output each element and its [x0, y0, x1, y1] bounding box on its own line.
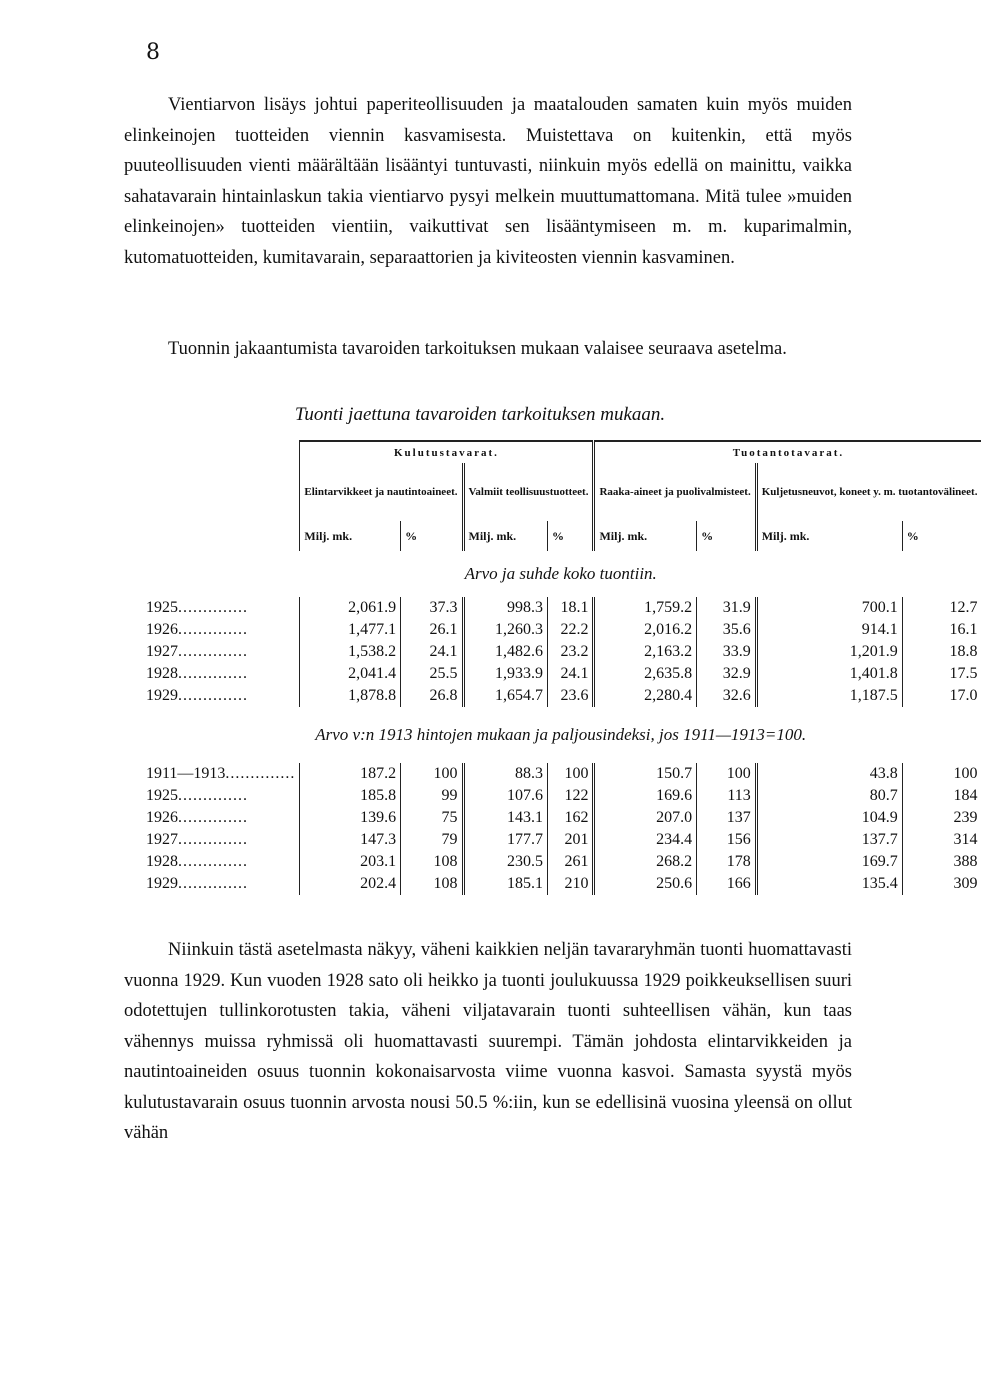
percent-cell: 23.2 [548, 641, 594, 663]
row-year-label: 1911—1913 [146, 765, 226, 782]
percent-cell: 100 [697, 763, 757, 785]
percent-cell: 31.9 [697, 597, 757, 619]
value-cell: 2,016.2 [594, 619, 697, 641]
section-1-title: Arvo ja suhde koko tuontiin. [464, 564, 657, 583]
percent-cell: 33.9 [697, 641, 757, 663]
section2-row [140, 763, 981, 785]
percent-cell: 122 [548, 785, 594, 807]
row-year-label: 1926 [146, 809, 178, 826]
value-cell: 250.6 [594, 873, 697, 895]
percent-cell: 18.1 [548, 597, 594, 619]
value-cell: 150.7 [594, 763, 697, 785]
leader-dots: .............. [178, 809, 248, 826]
section-2-title: Arvo v:n 1913 hintojen mukaan ja paljousindeksi, jos 1911—1913=100. [315, 725, 807, 744]
row-year-label: 1925 [146, 787, 178, 804]
col-header-raw-materials: Raaka-aineet ja puolivalmisteet. [594, 463, 756, 521]
percent-cell: 113 [697, 785, 757, 807]
section1-row [140, 663, 981, 685]
row-year-label: 1927 [146, 831, 178, 848]
leader-dots: .............. [178, 599, 248, 616]
unit-percent: % [697, 521, 757, 551]
value-cell: 139.6 [300, 807, 401, 829]
value-cell: 1,201.9 [756, 641, 902, 663]
paragraph-2-text: Tuonnin jakaantumista tavaroiden tarkoituksen mukaan valaisee seuraava asetelma. [168, 339, 787, 359]
percent-cell: 17.5 [902, 663, 981, 685]
col-header-food: Elintarvikkeet ja nautintoaineet. [300, 463, 463, 521]
col-header-manufactured: Valmiit teollisuustuotteet. [463, 463, 594, 521]
value-cell: 1,477.1 [300, 619, 401, 641]
percent-cell: 108 [401, 851, 463, 873]
percent-cell: 201 [548, 829, 594, 851]
percent-cell: 32.6 [697, 685, 757, 707]
page-number: 8 [146, 40, 160, 65]
percent-cell: 32.9 [697, 663, 757, 685]
unit-value: Milj. mk. [594, 521, 697, 551]
leader-dots: .............. [178, 787, 248, 804]
value-cell: 107.6 [463, 785, 548, 807]
section-2-title-row [140, 707, 981, 763]
percent-cell: 35.6 [697, 619, 757, 641]
percent-cell: 100 [401, 763, 463, 785]
percent-cell: 314 [902, 829, 981, 851]
paragraph-import-intro [124, 334, 852, 365]
value-cell: 1,878.8 [300, 685, 401, 707]
row-year-label: 1929 [146, 875, 178, 892]
paragraph-analysis [124, 935, 852, 1149]
section1-row [140, 619, 981, 641]
table-title: Tuonti jaettuna tavaroiden tarkoituksen mukaan. [294, 404, 666, 425]
percent-cell: 24.1 [548, 663, 594, 685]
row-year [140, 685, 300, 707]
unit-percent: % [548, 521, 594, 551]
value-cell: 700.1 [756, 597, 902, 619]
value-cell: 1,260.3 [463, 619, 548, 641]
value-cell: 998.3 [463, 597, 548, 619]
percent-cell: 99 [401, 785, 463, 807]
section-1-title-row [140, 551, 981, 597]
value-cell: 135.4 [756, 873, 902, 895]
section2-row [140, 829, 981, 851]
percent-cell: 388 [902, 851, 981, 873]
percent-cell: 137 [697, 807, 757, 829]
value-cell: 914.1 [756, 619, 902, 641]
percent-cell: 75 [401, 807, 463, 829]
value-cell: 88.3 [463, 763, 548, 785]
percent-cell: 239 [902, 807, 981, 829]
value-cell: 234.4 [594, 829, 697, 851]
unit-value: Milj. mk. [463, 521, 548, 551]
unit-percent: % [401, 521, 463, 551]
percent-cell: 37.3 [401, 597, 463, 619]
value-cell: 2,635.8 [594, 663, 697, 685]
group-header-row [140, 441, 981, 463]
section2-row [140, 807, 981, 829]
percent-cell: 24.1 [401, 641, 463, 663]
import-table [140, 440, 981, 895]
paragraph-export-growth [124, 90, 852, 273]
leader-dots: .............. [178, 831, 248, 848]
percent-cell: 12.7 [902, 597, 981, 619]
percent-cell: 178 [697, 851, 757, 873]
value-cell: 203.1 [300, 851, 401, 873]
row-year-label: 1925 [146, 599, 178, 616]
leader-dots: .............. [178, 853, 248, 870]
row-year [140, 873, 300, 895]
value-cell: 1,482.6 [463, 641, 548, 663]
value-cell: 169.6 [594, 785, 697, 807]
leader-dots: .............. [178, 875, 248, 892]
row-year [140, 641, 300, 663]
percent-cell: 108 [401, 873, 463, 895]
percent-cell: 156 [697, 829, 757, 851]
value-cell: 1,654.7 [463, 685, 548, 707]
percent-cell: 18.8 [902, 641, 981, 663]
value-cell: 230.5 [463, 851, 548, 873]
paragraph-1-text: Vientiarvon lisäys johtui paperiteollisuuden ja maatalouden samaten kuin myös muiden elinkeinojen tuotteiden viennin kasvamisesta. Muistettava on kuitenkin, että myös puuteollisuuden vienti määrältään lisääntyi tuntuvasti, niinkuin myös edellä on mainittu, vaikka sahatavarain hintainlaskun takia vientiarvo pysyi melkein muuttumattomana. Mitä tulee »muiden elinkeinojen» tuotteiden vientiin, vaikuttivat sen lisääntymiseen m. m. kuparimalmin, kutomatuotteiden, kumitavarain, separaattorien ja kiviteosten viennin kasvaminen. [124, 95, 852, 268]
value-cell: 207.0 [594, 807, 697, 829]
value-cell: 1,401.8 [756, 663, 902, 685]
value-cell: 1,933.9 [463, 663, 548, 685]
value-cell: 137.7 [756, 829, 902, 851]
row-year-label: 1927 [146, 643, 178, 660]
percent-cell: 17.0 [902, 685, 981, 707]
value-cell: 268.2 [594, 851, 697, 873]
row-year [140, 663, 300, 685]
percent-cell: 309 [902, 873, 981, 895]
percent-cell: 23.6 [548, 685, 594, 707]
value-cell: 185.8 [300, 785, 401, 807]
row-year [140, 829, 300, 851]
column-header-row [140, 463, 981, 521]
row-year [140, 785, 300, 807]
leader-dots: .............. [225, 765, 296, 782]
value-cell: 202.4 [300, 873, 401, 895]
percent-cell: 210 [548, 873, 594, 895]
row-year-label: 1928 [146, 853, 178, 870]
value-cell: 1,759.2 [594, 597, 697, 619]
value-cell: 2,041.4 [300, 663, 401, 685]
row-year [140, 597, 300, 619]
value-cell: 147.3 [300, 829, 401, 851]
value-cell: 187.2 [300, 763, 401, 785]
percent-cell: 184 [902, 785, 981, 807]
section1-row [140, 685, 981, 707]
group-production-goods: Tuotantotavarat. [594, 441, 981, 463]
leader-dots: .............. [178, 665, 248, 682]
leader-dots: .............. [178, 687, 248, 704]
col-header-machinery: Kuljetusneuvot, koneet y. m. tuotantovälineet. [756, 463, 981, 521]
unit-row [140, 521, 981, 551]
unit-percent: % [902, 521, 981, 551]
row-year-label: 1926 [146, 621, 178, 638]
value-cell: 177.7 [463, 829, 548, 851]
row-year-label: 1929 [146, 687, 178, 704]
unit-value: Milj. mk. [300, 521, 401, 551]
group-consumer-goods: Kulutustavarat. [300, 441, 594, 463]
row-year-label: 1928 [146, 665, 178, 682]
value-cell: 43.8 [756, 763, 902, 785]
percent-cell: 100 [548, 763, 594, 785]
value-cell: 80.7 [756, 785, 902, 807]
value-cell: 1,538.2 [300, 641, 401, 663]
value-cell: 104.9 [756, 807, 902, 829]
row-year [140, 763, 300, 785]
section2-row [140, 873, 981, 895]
value-cell: 169.7 [756, 851, 902, 873]
paragraph-3-text: Niinkuin tästä asetelmasta näkyy, väheni kaikkien neljän tavararyhmän tuonti huomattavasti vuonna 1929. Kun vuoden 1928 sato oli heikko ja tuonti joulukuussa 1929 poikkeuksellisen suuri odotettujen tullinkorotusten takia, väheni viljatavarain tuonti suhteellisen vähän, kun taas vähennys muissa ryhmissä oli huomattavasti suurempi. Tämän johdosta elintarvikkeiden ja nautintoaineiden osuus tuonnin kokonaisarvosta viime vuonna kasvoi. Samasta syystä myös kulutustavarain osuus tuonnin arvosta nousi 50.5 %:iin, kun se edellisinä vuosina yleensä on ollut vähän [124, 940, 852, 1143]
value-cell: 143.1 [463, 807, 548, 829]
percent-cell: 79 [401, 829, 463, 851]
row-year [140, 851, 300, 873]
leader-dots: .............. [178, 621, 248, 638]
percent-cell: 25.5 [401, 663, 463, 685]
percent-cell: 16.1 [902, 619, 981, 641]
row-year [140, 807, 300, 829]
value-cell: 1,187.5 [756, 685, 902, 707]
percent-cell: 26.1 [401, 619, 463, 641]
value-cell: 2,163.2 [594, 641, 697, 663]
row-year [140, 619, 300, 641]
section2-row [140, 785, 981, 807]
value-cell: 2,280.4 [594, 685, 697, 707]
leader-dots: .............. [178, 643, 248, 660]
value-cell: 2,061.9 [300, 597, 401, 619]
percent-cell: 261 [548, 851, 594, 873]
percent-cell: 26.8 [401, 685, 463, 707]
section1-row [140, 597, 981, 619]
percent-cell: 100 [902, 763, 981, 785]
section1-row [140, 641, 981, 663]
percent-cell: 22.2 [548, 619, 594, 641]
section2-row [140, 851, 981, 873]
percent-cell: 162 [548, 807, 594, 829]
unit-value: Milj. mk. [756, 521, 902, 551]
value-cell: 185.1 [463, 873, 548, 895]
percent-cell: 166 [697, 873, 757, 895]
